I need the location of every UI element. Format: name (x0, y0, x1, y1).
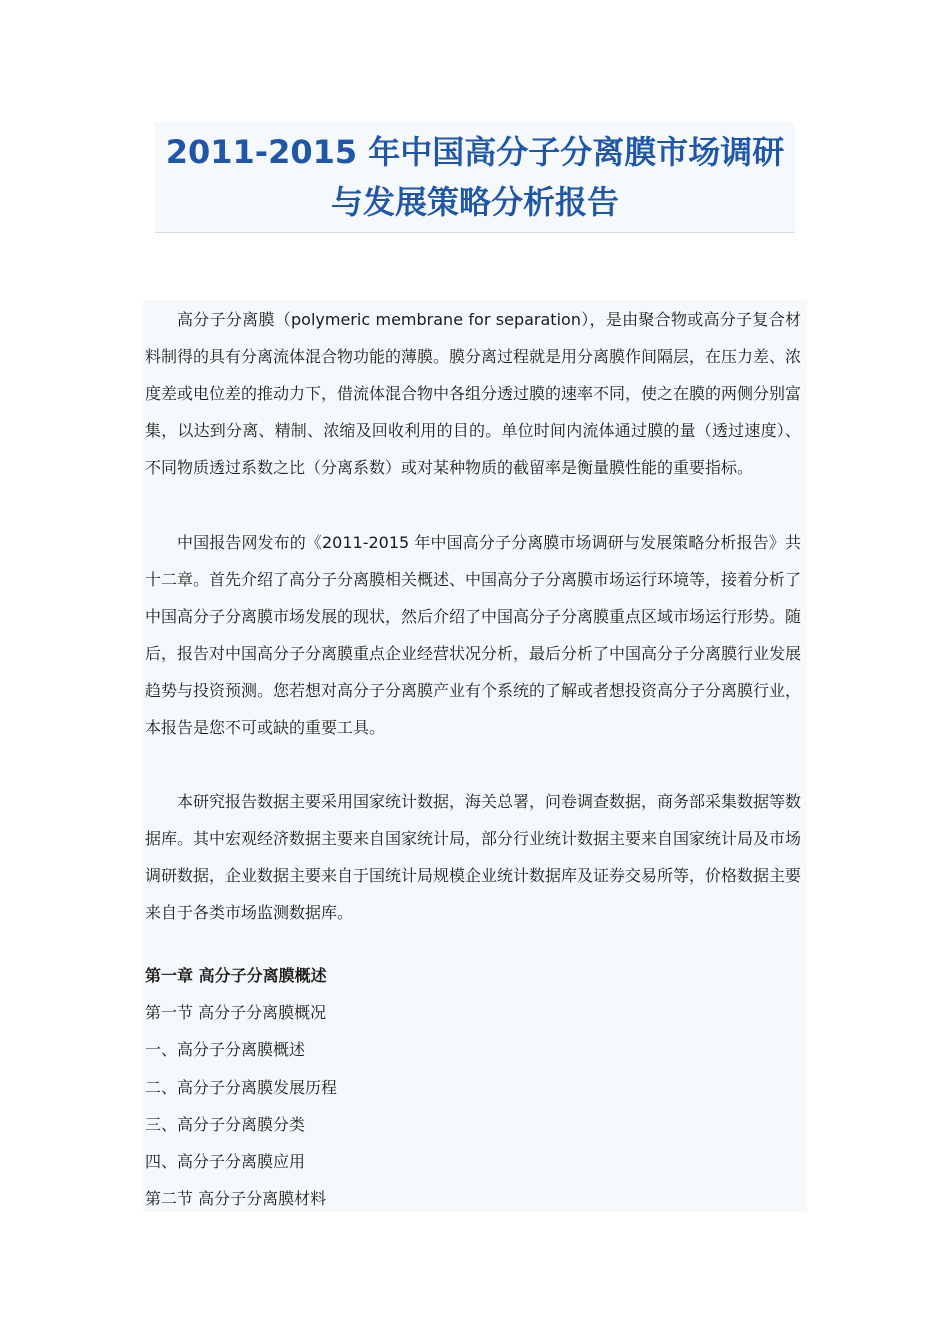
toc-section-2: 第二节 高分子分离膜材料 (145, 1189, 327, 1208)
data-source-paragraph: 本研究报告数据主要采用国家统计数据，海关总署，问卷调查数据，商务部采集数据等数据库。其中宏观经济数据主要来自国家统计局，部分行业统计数据主要来自国家统计局及市场调研数据，企业数据主要来自于国统计局规模企业统计数据库及证券交易所等，价格数据主要来自于各类市场监测数据库。 (145, 792, 802, 923)
intro-paragraph: 高分子分离膜（polymeric membrane for separation），是由聚合物或高分子复合材料制得的具有分离流体混合物功能的薄膜。膜分离过程就是用分离膜作间隔层，在压力差、浓度差或电位差的推动力下，借流体混合物中各组分透过膜的速率不同，使之在膜的两侧分别富集，以达到分离、精制、浓缩及回收利用的目的。单位时间内流体通过膜的量（透过速度）、不同物质透过系数之比（分离系数）或对某种物质的截留率是衡量膜性能的重要指标。 (145, 310, 802, 478)
toc-item-3: 三、高分子分离膜分类 (145, 1115, 306, 1134)
report-overview-paragraph: 中国报告网发布的《2011-2015 年中国高分子分离膜市场调研与发展策略分析报告》共十二章。首先介绍了高分子分离膜相关概述、中国高分子分离膜市场运行环境等，接着分析了中国高分子分离膜市场发展的现状，然后介绍了中国高分子分离膜重点区域市场运行形势。随后，报告对中国高分子分离膜重点企业经营状况分析，最后分析了中国高分子分离膜行业发展趋势与投资预测。您若想对高分子分离膜产业有个系统的了解或者想投资高分子分离膜行业，本报告是您不可或缺的重要工具。 (145, 533, 802, 738)
page-title-line-1: 2011-2015 年中国高分子分离膜市场调研 (165, 133, 785, 171)
toc-item-4: 四、高分子分离膜应用 (145, 1152, 306, 1171)
toc-section-1: 第一节 高分子分离膜概况 (145, 1003, 327, 1022)
title-block (155, 122, 795, 233)
toc-chapter-1: 第一章 高分子分离膜概述 (145, 966, 327, 985)
toc-item-1: 一、高分子分离膜概述 (145, 1040, 306, 1059)
page-title-line-2: 与发展策略分析报告 (330, 183, 619, 221)
toc-item-2: 二、高分子分离膜发展历程 (145, 1078, 338, 1097)
